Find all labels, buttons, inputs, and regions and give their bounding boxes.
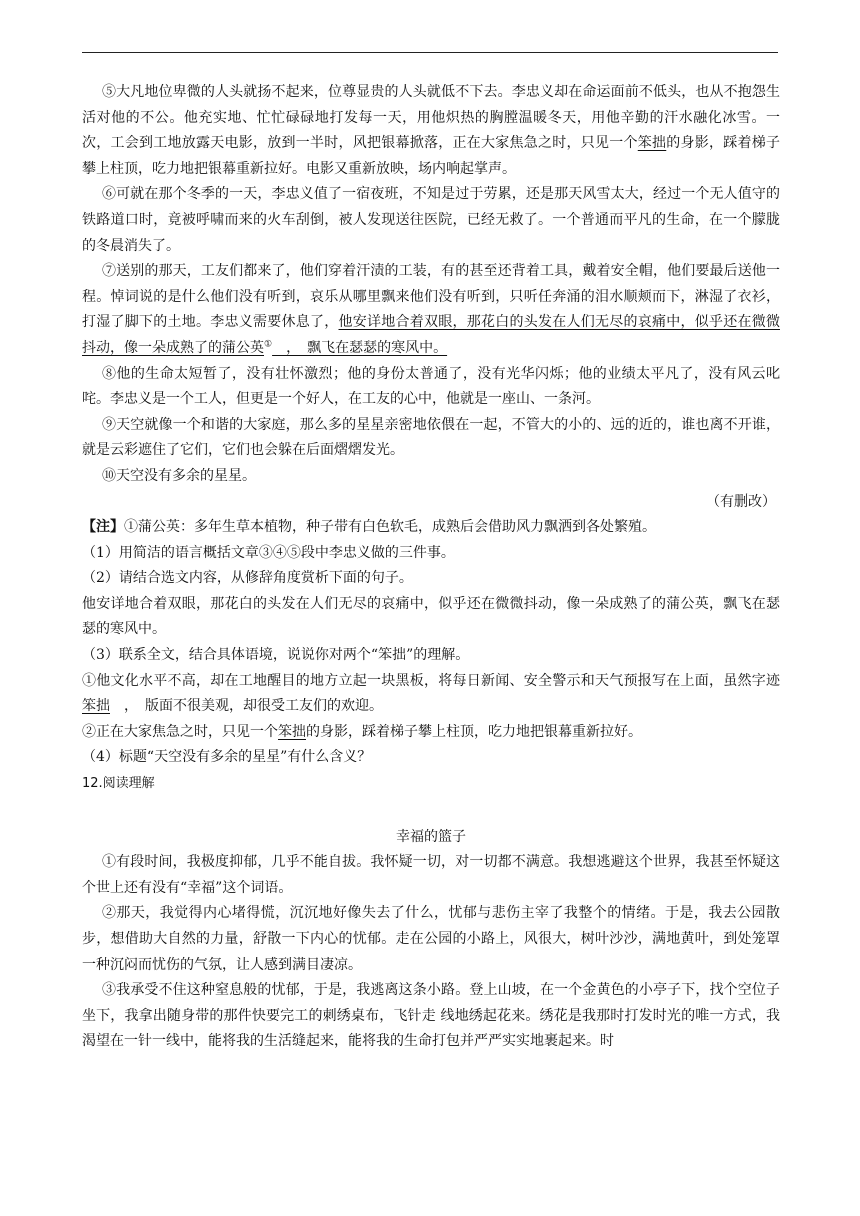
- paragraph-7: [82, 259, 780, 361]
- paragraph-6: ⑥可就在那个冬季的一天，李忠义值了一宿夜班，不知是过于劳累，还是那天风雪太大，经过一个无人值守的铁路道口时，竟被呼啸而来的火车刮倒，被人发现送往医院，已经无救了。一个普通而平凡的生命，在一个朦胧的冬晨消失了。: [82, 186, 780, 254]
- underlined-sentence-end: ， 飘飞在瑟瑟的寒风中。: [272, 339, 448, 356]
- underlined-word-clumsy-3: 笨拙: [278, 723, 306, 740]
- question-3-item-1: [82, 669, 780, 720]
- paragraph-5-text-end: 的身影，踩着梯子攀上柱顶，吃力地把银幕重新拉好。电影又重新放映，场内响起掌声。: [82, 135, 780, 177]
- question-1: （1）用简洁的语言概括文章③④⑤段中李忠义做的三件事。: [82, 544, 455, 561]
- paragraph-8: ⑧他的生命太短暂了，没有壮怀激烈；他的身份太普通了，没有光华闪烁；他的业绩太平凡了，没有风云叱咤。李忠义是一个工人，但更是一个好人，在工友的心中，他就是一座山、一条河。: [82, 365, 780, 408]
- footnote-marker: ①: [264, 339, 273, 350]
- underlined-word-clumsy: 笨拙: [637, 135, 667, 152]
- annotation-text: ①蒲公英：多年生草本植物，种子带有白色软毛，成熟后会借助风力飘洒到各处繁殖。: [124, 519, 656, 536]
- question-2-sentence: 他安详地合着双眼，那花白的头发在人们无尽的哀痛中，似乎还在微微抖动，像一朵成熟了的蒲公英，飘飞在瑟瑟的寒风中。: [82, 595, 780, 638]
- paragraph-5-text: ⑤大凡地位卑微的人头就扬不起来，位尊显贵的人头就低不下去。李忠义却在命运面前不低头，也从不抱怨生活对他的不公。他充实地、忙忙碌碌地打发每一天，用他炽热的胸膛温暖冬天，用他辛勤的汗水融化冰雪。一次，工会到工地放露天电影，放到一半时，风把银幕掀落，正在大家焦急之时，只见一个: [82, 84, 780, 152]
- question-3-item-2: [82, 720, 780, 746]
- annotation-note: [82, 515, 780, 541]
- underlined-word-clumsy-2: 笨拙: [82, 698, 110, 715]
- paragraph-9: ⑨天空就像一个和谐的大家庭，那么多的星星亲密地依偎在一起，不管大的小的、远的近的，谁也离不开谁，就是云彩遮住了它们，它们也会躲在后面熠熠发光。: [82, 416, 780, 459]
- document-page: [82, 80, 780, 1055]
- header-rule: [82, 52, 778, 53]
- source-note: （有删改）: [706, 493, 776, 510]
- question-3-item-1-text-end: ， 版面不很美观，却很受工友们的欢迎。: [110, 698, 383, 715]
- question-3-item-2-text-end: 的身影，踩着梯子攀上柱顶，吃力地把银幕重新拉好。: [306, 723, 642, 740]
- paragraph-5: [82, 80, 780, 182]
- spacer: [82, 797, 780, 825]
- paragraph-10: ⑩天空没有多余的星星。: [102, 467, 256, 484]
- question-3-item-2-text: ②正在大家焦急之时，只见一个: [82, 723, 278, 740]
- question-3-item-1-text: ①他文化水平不高，却在工地醒目的地方立起一块黑板，将每日新闻、安全警示和天气预报写在上面，虽然字迹: [82, 672, 780, 689]
- question-2: （2）请结合选文内容，从修辞角度赏析下面的句子。: [82, 570, 413, 587]
- annotation-label: 【注】: [82, 519, 124, 536]
- underlined-sentence: 他安详地合着双眼，那花白的头发在人们无尽的哀痛中，似乎还在微微抖动，像一朵成熟了的蒲公英: [82, 314, 780, 356]
- paragraph-7-text: ⑦送别的那天，工友们都来了，他们穿着汗渍的工装，有的甚至还背着工具，戴着安全帽，他们要最后送他一程。悼词说的是什么他们没有听到，哀乐从哪里飘来他们没有听到，只听任奔涌的泪水顺颊而下，淋湿了衣衫，打湿了脚下的土地。李忠义需要休息了，: [82, 263, 780, 331]
- article-paragraph-2: ②那天，我觉得内心堵得慌，沉沉地好像失去了什么，忧郁与悲伤主宰了我整个的情绪。于是，我去公园散步，想借助大自然的力量，舒散一下内心的忧郁。走在公园的小路上，风很大，树叶沙沙，满地黄叶，到处笼罩一种沉闷而忧伤的气氛，让人感到满目凄凉。: [82, 905, 780, 973]
- article-title: 幸福的篮子: [396, 828, 466, 845]
- question-3: （3）联系全文，结合具体语境，说说你对两个“笨拙”的理解。: [82, 647, 470, 664]
- article-paragraph-1: ①有段时间，我极度抑郁，几乎不能自拔。我怀疑一切，对一切都不满意。我想逃避这个世界，我甚至怀疑这个世上还有没有“幸福”这个词语。: [82, 854, 780, 896]
- question-4: （4）标题“天空没有多余的星星”有什么含义？: [82, 749, 372, 766]
- article-paragraph-3: ③我承受不住这种窒息般的忧郁，于是，我逃离这条小路。登上山坡，在一个金黄色的小亭子下，找个空位子坐下，我拿出随身带的那件快要完工的刺绣桌布，飞针走 线地绣起花来。绣花是我那时打发时光的唯一方式，我渴望在一针一线中，能将我的生活缝起来，能将我的生命打包并严严实实地裹起来。时: [82, 982, 780, 1050]
- section-heading-12: 12.阅读理解: [82, 776, 155, 792]
